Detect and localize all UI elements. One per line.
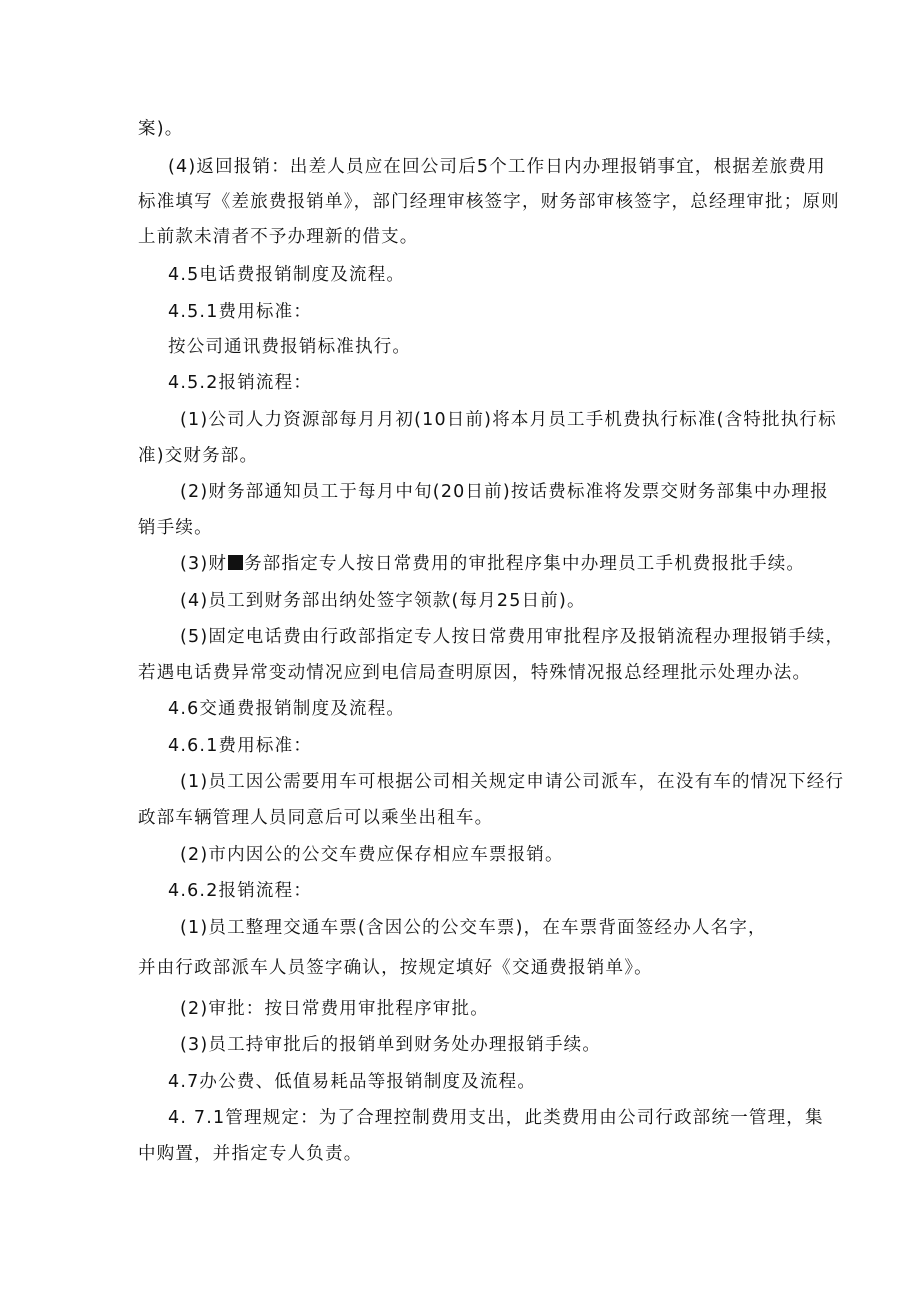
text-line: 政部车辆管理人员同意后可以乘坐出租车。 [138, 808, 494, 828]
text-line: (4)返回报销：出差人员应在回公司后5个工作日内办理报销事宜，根据差旅费用 [168, 157, 826, 177]
text-line: (4)员工到财务部出纳处签字领款(每月25日前)。 [180, 591, 586, 611]
subsection-heading: 4.6.1费用标准： [168, 736, 313, 756]
text-segment: 务部指定专人按日常费用的审批程序集中办理员工手机费报批手续。 [244, 554, 806, 574]
text-segment: (3)财 [180, 554, 228, 574]
subsection-heading: 4. 7.1管理规定：为了合理控制费用支出，此类费用由公司行政部统一管理，集 [168, 1108, 824, 1128]
text-line: 销手续。 [138, 518, 213, 538]
section-heading: 4.5电话费报销制度及流程。 [168, 265, 406, 285]
redaction-block [228, 555, 243, 570]
text-line: (3)员工持审批后的报销单到财务处办理报销手续。 [180, 1035, 602, 1055]
text-line: (2)市内因公的公交车费应保存相应车票报销。 [180, 845, 564, 865]
subsection-heading: 4.6.2报销流程： [168, 881, 313, 901]
text-line: (1)公司人力资源部每月月初(10日前)将本月员工手机费执行标准(含特批执行标 [180, 410, 837, 430]
section-heading: 4.7办公费、低值易耗品等报销制度及流程。 [168, 1072, 537, 1092]
text-line: 案)。 [138, 119, 184, 139]
text-line: (2)财务部通知员工于每月中旬(20日前)按话费标准将发票交财务部集中办理报 [180, 482, 829, 502]
section-heading: 4.6交通费报销制度及流程。 [168, 699, 406, 719]
text-line: 中购置，并指定专人负责。 [138, 1144, 363, 1164]
text-line [180, 553, 805, 575]
subsection-heading: 4.5.2报销流程： [168, 373, 313, 393]
text-line: 标准填写《差旅费报销单》，部门经理审核签字，财务部审核签字，总经理审批；原则 [138, 192, 840, 212]
text-line: 按公司通讯费报销标准执行。 [168, 337, 412, 357]
text-line: (2)审批：按日常费用审批程序审批。 [180, 999, 489, 1019]
text-line: 准)交财务部。 [138, 446, 259, 466]
text-line: 上前款未清者不予办理新的借支。 [138, 227, 419, 247]
text-line: (1)员工因公需要用车可根据公司相关规定申请公司派车，在没有车的情况下经行 [180, 772, 845, 792]
text-line: (5)固定电话费由行政部指定专人按日常费用审批程序及报销流程办理报销手续， [180, 627, 845, 647]
text-line: 若遇电话费异常变动情况应到电信局查明原因，特殊情况报总经理批示处理办法。 [138, 663, 812, 683]
text-line: 并由行政部派车人员签字确认，按规定填好《交通费报销单》。 [138, 958, 653, 978]
subsection-heading: 4.5.1费用标准： [168, 302, 313, 322]
text-line: (1)员工整理交通车票(含因公的公交车票)，在车票背面签经办人名字， [180, 918, 767, 938]
